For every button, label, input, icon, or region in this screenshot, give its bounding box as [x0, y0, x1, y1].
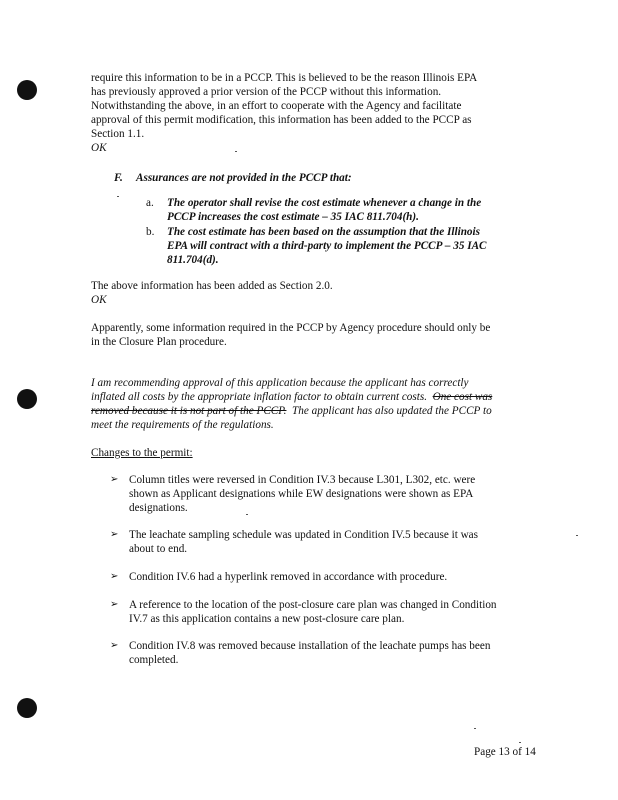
paragraph-line [91, 390, 549, 404]
scan-speck [117, 196, 119, 197]
scan-speck [474, 728, 476, 729]
change-item-2 [110, 528, 550, 556]
page-number: Page 13 of 14 [474, 746, 536, 758]
change-item-5 [110, 639, 550, 667]
paragraph-line: require this information to be in a PCCP. This is believed to be the reason Illinois EPA [91, 72, 478, 84]
section-f-item-a [146, 196, 546, 224]
change-item-1 [110, 473, 550, 515]
reviewer-note: OK [91, 294, 107, 306]
punch-hole-bottom [17, 698, 37, 718]
paragraph-line: approval of this permit modification, this information has been added to the PCCP as [91, 114, 472, 126]
scan-speck [519, 742, 521, 743]
scan-speck [576, 535, 578, 536]
reviewer-note: OK [91, 142, 107, 154]
paragraph-line: I am recommending approval of this application because the applicant has correctly [91, 377, 469, 389]
item-line: PCCP increases the cost estimate – 35 IAC 811.704(h). [167, 211, 419, 223]
paragraph-line: Notwithstanding the above, in an effort to cooperate with the Agency and facilitate [91, 100, 462, 112]
response-paragraph [91, 279, 549, 307]
change-line: completed. [129, 654, 179, 666]
change-line: shown as Applicant designations while EW designations were shown as EPA [129, 488, 474, 500]
item-line: EPA will contract with a third-party to implement the PCCP – 35 IAC [167, 240, 487, 252]
change-line: Column titles were reversed in Condition IV.3 because L301, L302, etc. were [129, 474, 476, 486]
change-item-3 [110, 570, 550, 584]
arrow-bullet-icon: ➢ [110, 599, 119, 610]
item-line: 811.704(d). [167, 254, 219, 266]
change-item-4 [110, 598, 550, 626]
section-f-item-b [146, 225, 546, 267]
paragraph-line: meet the requirements of the regulations. [91, 419, 274, 431]
paragraph-line: has previously approved a prior version of the PCCP without this information. [91, 86, 442, 98]
paragraph-line: Section 1.1. [91, 128, 145, 140]
arrow-bullet-icon: ➢ [110, 640, 119, 651]
recommendation-text: inflated all costs by the appropriate inflation factor to obtain current costs. [91, 391, 428, 403]
recommendation-paragraph [91, 376, 549, 432]
change-line: The leachate sampling schedule was updated in Condition IV.5 because it was [129, 529, 478, 541]
apparently-paragraph [91, 321, 549, 349]
item-marker: a. [146, 197, 154, 209]
arrow-bullet-icon: ➢ [110, 571, 119, 582]
item-line: The cost estimate has been based on the assumption that the Illinois [167, 226, 480, 238]
struck-text: One cost was [432, 391, 493, 403]
change-line: Condition IV.8 was removed because installation of the leachate pumps has been [129, 640, 491, 652]
changes-heading: Changes to the permit: [91, 447, 193, 459]
arrow-bullet-icon: ➢ [110, 474, 119, 485]
recommendation-text: The applicant has also updated the PCCP to [292, 405, 492, 417]
section-heading-text: Assurances are not provided in the PCCP that: [136, 172, 352, 184]
punch-hole-middle [17, 389, 37, 409]
section-f-heading [114, 171, 352, 185]
change-line: designations. [129, 502, 188, 514]
item-marker: b. [146, 226, 155, 238]
arrow-bullet-icon: ➢ [110, 529, 119, 540]
change-line: IV.7 as this application contains a new post-closure care plan. [129, 613, 405, 625]
paragraph-line: The above information has been added as Section 2.0. [91, 280, 333, 292]
paragraph-line: Apparently, some information required in the PCCP by Agency procedure should only be [91, 322, 491, 334]
punch-hole-top [17, 80, 37, 100]
section-letter: F. [114, 172, 123, 184]
intro-paragraph [91, 71, 549, 155]
item-line: The operator shall revise the cost estimate whenever a change in the [167, 197, 482, 209]
change-line: Condition IV.6 had a hyperlink removed in accordance with procedure. [129, 571, 448, 583]
paragraph-line [91, 404, 549, 418]
change-line: about to end. [129, 543, 188, 555]
struck-text: removed because it is not part of the PCCP. [91, 405, 287, 417]
paragraph-line: in the Closure Plan procedure. [91, 336, 227, 348]
change-line: A reference to the location of the post-closure care plan was changed in Condition [129, 599, 497, 611]
changes-heading-wrap [91, 446, 549, 460]
